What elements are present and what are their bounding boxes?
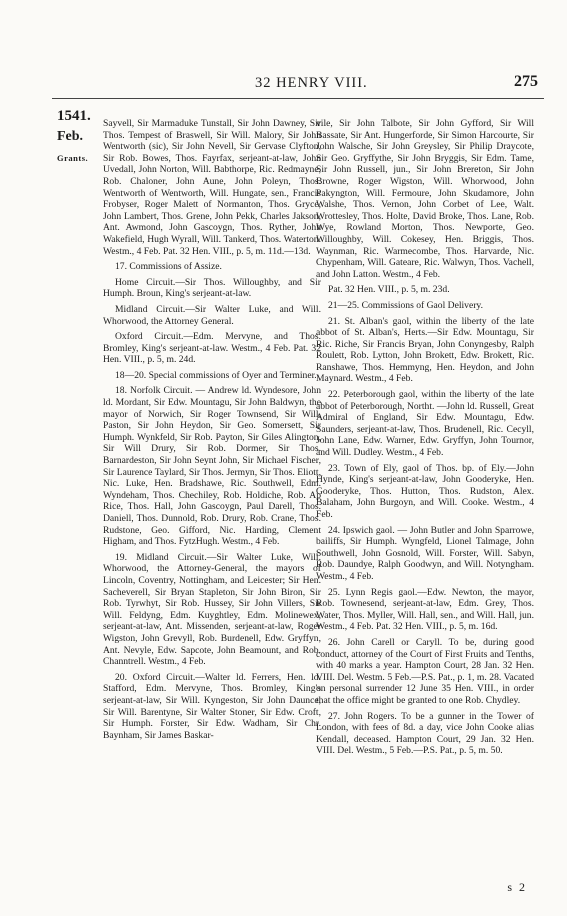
paragraph: 22. Peterborough gaol, within the liberty of the late abbot of Peterborough, Northt. —John ld. Russell, Great Admiral of England, Sir Edw. Mountagu, Edw. Saunders, serjeant-at-law, Thos. Brudenell, Ric. Cecyll, John Lane, Edw. Warner, Edw. Gryffyn, John Tournor, and Will. Dudley. Westm., 4 Feb. <box>316 389 534 459</box>
page-number: 275 <box>514 73 538 90</box>
page-title: 32 HENRY VIII. <box>255 75 368 91</box>
paragraph: Oxford Circuit.—Edm. Mervyne, and Thos. Bromley, King's serjeant-at-law. Westm., 4 Feb. Pat. 32 Hen. VIII., p. 5, m. 24d. <box>103 331 321 366</box>
paragraph: 19. Midland Circuit.—Sir Walter Luke, Will. Whorwood, the Attorney-General, the mayors of Lincoln, Coventry, Nottingham, and Leicester; Sir Hen. Sacheverell, Sir Bryan Stapleton, Sir John Biron, Sir Rob. Tyrwhyt, Sir Rob. Hussey, Sir John Villers, Sir Will. Feldyng, Edm. Kuyghtley, Edm. Molinewex, serjeant-at-law, Ant. Missenden, serjeant-at-law, Roger Wigston, John Grevyll, Rob. Burdenell, Edw. Gryffyn, Ant. Nevyle, Edw. Sapcote, John Beamount, and Rob. Channtrell. Westm., 4 Feb. <box>103 551 321 668</box>
section-heading: 18—20. Special commissions of Oyer and Terminer. <box>115 369 317 381</box>
paragraph: Pat. 32 Hen. VIII., p. 5, m. 23d. <box>328 284 450 296</box>
margin-month: Feb. <box>57 129 84 144</box>
paragraph: 20. Oxford Circuit.—Walter ld. Ferrers, Hen. ld. Stafford, Edm. Mervyne, Thos. Bromley, King's serjeant-at-law, Sir Will. Kyngeston, Sir John Daunce, Sir Will. Barentyne, Sir Walter Stoner, Sir Edw. Croft, Sir Humph. Forster, Sir Edw. Wadham, Sir Chr. Baynham, Sir James Baskar- <box>103 671 321 741</box>
paragraph: Midland Circuit.—Sir Walter Luke, and Will. Whorwood, the Attorney General. <box>103 303 321 327</box>
paragraph: 25. Lynn Regis gaol.—Edw. Newton, the mayor, Rob. Townesend, serjeant-at-law, Edm. Grey, Thos. Water, Thos. Myller, Will. Hall, sen., and Will. Hall, jun. Westm., 4 Feb. Pat. 32 Hen. VIII., p. 5, m. 16d. <box>316 586 534 633</box>
paragraph: 18. Norfolk Circuit. — Andrew ld. Wyndesore, John ld. Mordant, Sir Edw. Mountagu, Sir John Baldwyn, the mayor of Norwich, Sir Roger Townsend, Sir Will. Paston, Sir John Heydon, Sir Geo. Somersett, Sir Humph. Wynkfeld, Sir Rob. Payton, Sir Giles Alington, Sir Will Drury, Sir Rob. Dormer, Sir Thos. Barnardeston, Sir John Seynt John, Sir Michael Fischer, Sir Laurence Taylard, Sir Thos. Jermyn, Sir Thos. Eliott, Nic. Luke, Hen. Bradshawe, Ric. Southwell, Edm. Wyndeham, Thos. Chechiley, Rob. Holdiche, Rob. Ap Rice, Thos. Hall, John Gascoygn, Paul Darell, Thos. Daniell, Thos. Dunnold, Rob. Drury, Rob. Crane, Thos. Rudstone, Geo. Gifford, Nic. Harding, Clement Higham, and Thos. FytzHugh. Westm., 4 Feb. <box>103 385 321 548</box>
paragraph: Sayvell, Sir Marmaduke Tunstall, Sir John Dawney, Sir Thos. Tempest of Braswell, Sir Will. Malory, Sir John Wentworth (sic), Sir John Nevell, Sir Gervase Clyfton, Sir Rob. Bowes, Thos. Fayrfax, serjeant-at-law, John Uvedall, John Norton, Will. Babthorpe, Ric. Redmayne, Rob. Chaloner, John Aune, John Poleyn, Thos. Wentworth of Wentworth, Will. Hungate, sen., Francis Frobyser, Roger Malett of Normanton, Thos. Gryce, John Lambert, Thos. Grene, John Pekk, Charles Jakson, Ant. Awmond, John Gascoygn, Thos. Ryther, John Wakefield, Hugh Wyrall, Will. Tankerd, Thos. Waterton. Westm., 4 Feb. Pat. 32 Hen. VIII., p. 5, m. 11d.—13d. <box>103 118 321 257</box>
margin-section: Grants. <box>57 153 89 163</box>
paragraph: 24. Ipswich gaol. — John Butler and John Sparrowe, bailiffs, Sir Humph. Wyngfeld, Lionel Talmage, John Southwell, John Gosnold, Will. Forster, Will. Sabyn, Rob. Daundye, Ralph Goodwyn, and Will. Notyngham. Westm., 4 Feb. <box>316 524 534 582</box>
paragraph: vile, Sir John Talbote, Sir John Gyfford, Sir Will Bassate, Sir Ant. Hungerforde, Sir Simon Harcourte, Sir John Walsche, Sir John Greysley, Sir Philip Draycote, Sir Geo. Gryffythe, Sir John Bryggis, Sir Edm. Tame, Sir John Russell, jun., Sir John Brereton, Sir John Browne, Roger Wigston, Will. Whorwood, John Pakyngton, Will. Fermoure, John Skudamore, John Walshe, Thos. Vernon, John Corbet of Lee, Walt. Wrottesley, Thos. Holte, David Broke, Thos. Lane, Rob. Wye, Rowland Morton, Thos. Newporte, Geo. Willoughby, Will. Cokesey, Hen. Briggis, Thos. Waynman, Ric. Warmecombe, Thos. Harvarde, Nic. Chypenham, Will. Gateare, Ric. Walwyn, Thos. Vachell, and John Latton. Westm., 4 Feb. <box>316 118 534 280</box>
right-column <box>316 118 534 761</box>
header-rule <box>52 98 544 99</box>
paragraph: Home Circuit.—Sir Thos. Willoughby, and Sir Humph. Broun, King's serjeant-at-law. <box>103 276 321 300</box>
margin-year: 1541. <box>57 108 91 124</box>
left-column <box>103 118 321 745</box>
section-heading: 17. Commissions of Assize. <box>115 261 222 273</box>
section-heading: 21—25. Commissions of Gaol Delivery. <box>328 299 483 311</box>
margin-notes <box>57 108 95 163</box>
signature-mark: s 2 <box>507 880 527 894</box>
paragraph: 21. St. Alban's gaol, within the liberty of the late abbot of St. Alban's, Herts.—Sir Edw. Mountagu, Sir Ric. Riche, Sir Francis Bryan, John Conyngesby, Ralph Roulett, Rob. Lytton, John Brokett, Edw. Brokett, Ric. Ranshawe, Thos. Hemmyng, Hen. Heydon, and John Maynard. Westm., 4 Feb. <box>316 315 534 385</box>
paragraph: 23. Town of Ely, gaol of Thos. bp. of Ely.—John Hynde, King's serjeant-at-law, John Gooderyke, Hen. Gooderyke, Thos. Hutton, Thos. Rudston, Alex. Balaham, John Burgoyn, and Will. Cooke. Westm., 4 Feb. <box>316 462 534 520</box>
paragraph: 26. John Carell or Caryll. To be, during good conduct, attorney of the Court of First Fruits and Tenths, with 40 marks a year. Hampton Court, 28 Jan. 32 Hen. VIII. Del. Westm. 5 Feb.—P.S. Pat., p. 1, m. 28. Vacated on personal surrender 12 June 35 Hen. VIII., in order that the office might be granted to one Rob. Chydley. <box>316 636 534 706</box>
running-head <box>0 75 567 95</box>
paragraph: 27. John Rogers. To be a gunner in the Tower of London, with fees of 8d. a day, vice John Cooke alias Kendall, deceased. Hampton Court, 29 Jan. 32 Hen. VIII. Del. Westm., 5 Feb.—P.S. Pat., p. 5, m. 50. <box>316 710 534 757</box>
